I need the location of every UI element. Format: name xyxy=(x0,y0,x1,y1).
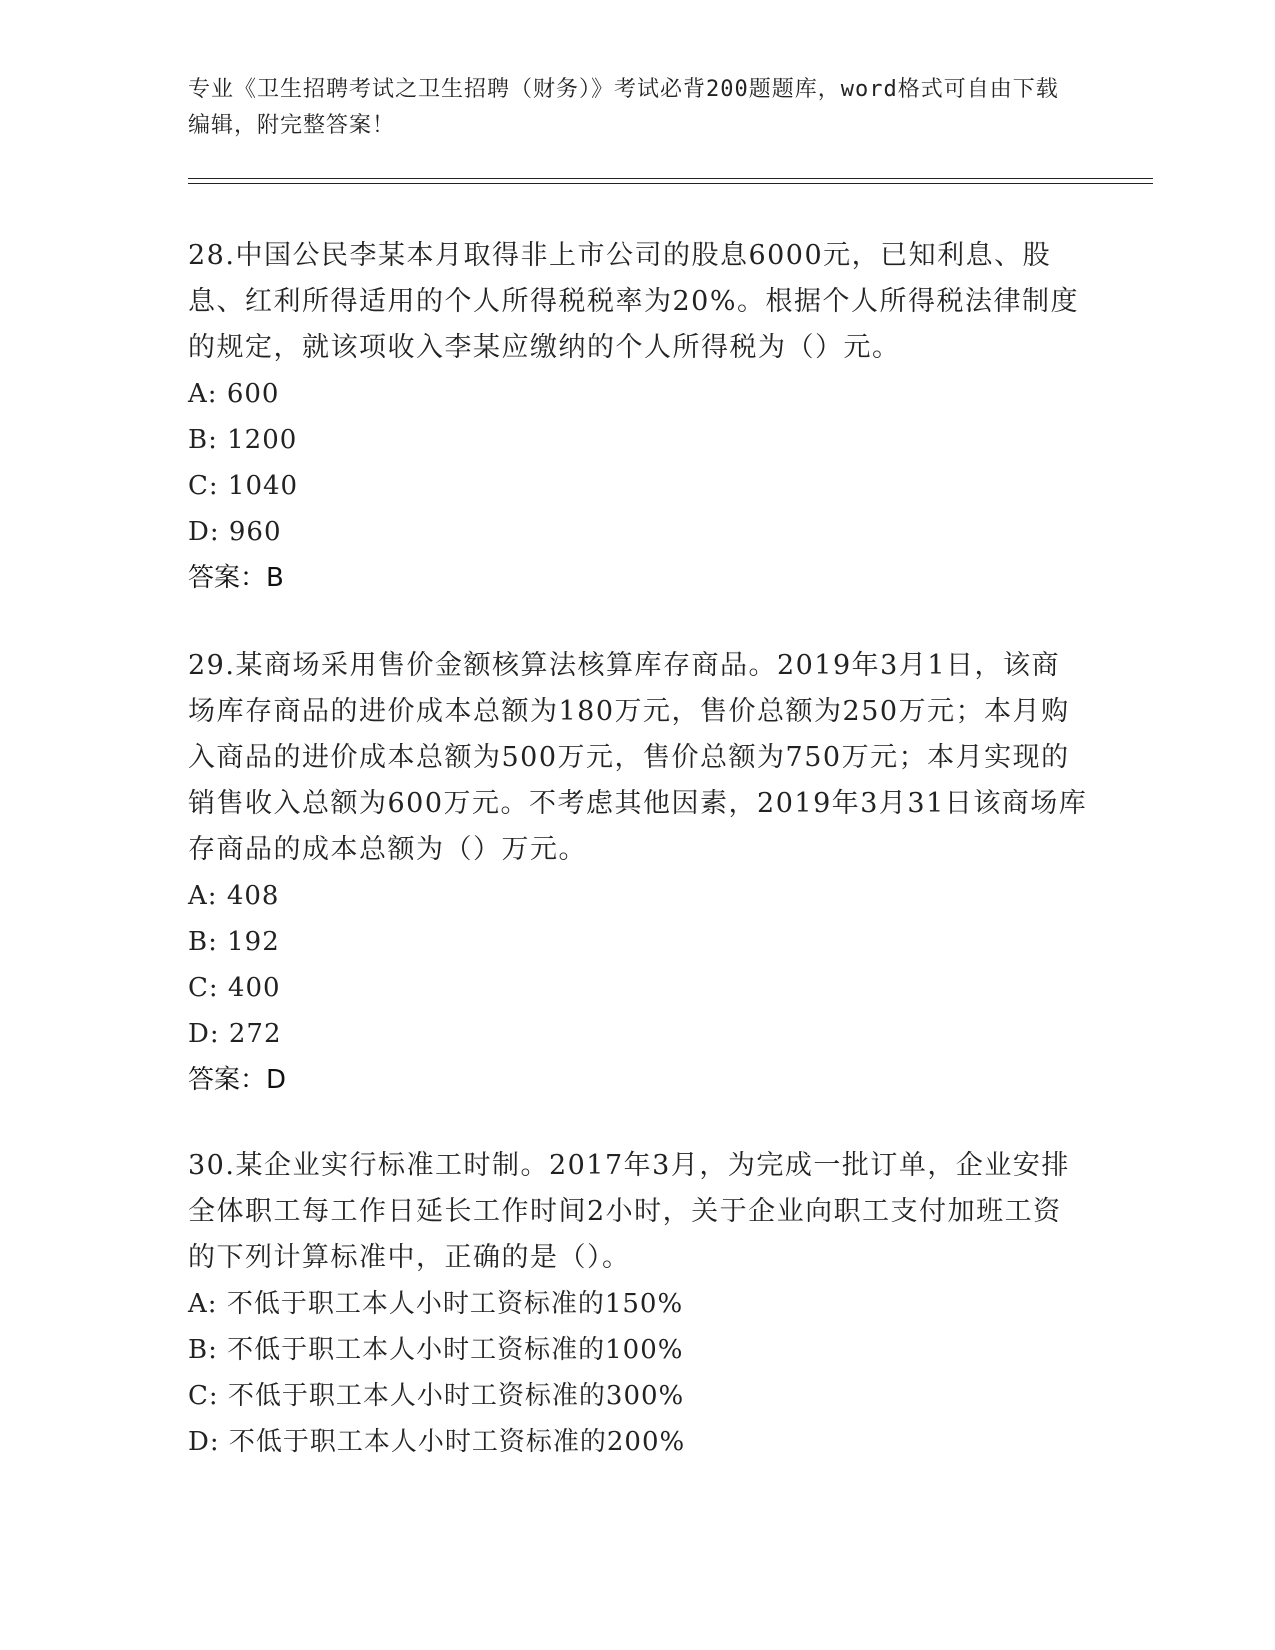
option-letter: A: xyxy=(188,1289,218,1319)
option-letter: B: xyxy=(188,927,218,957)
option-a xyxy=(188,1281,1088,1327)
option-c xyxy=(188,965,1088,1011)
option-text: 400 xyxy=(227,973,281,1003)
option-d xyxy=(188,509,1088,555)
option-text: 不低于职工本人小时工资标准的200% xyxy=(228,1427,686,1457)
option-letter: B: xyxy=(188,425,218,455)
option-letter: D: xyxy=(188,517,220,547)
option-b xyxy=(188,1327,1088,1373)
question-stem: 28.中国公民李某本月取得非上市公司的股息6000元，已知利息、股息、红利所得适用的个人所得税税率为20%。根据个人所得税法律制度的规定，就该项收入李某应缴纳的个人所得税为（）元。 xyxy=(188,240,1080,363)
option-text: 不低于职工本人小时工资标准的100% xyxy=(227,1335,684,1365)
question-stem: 30.某企业实行标准工时制。2017年3月，为完成一批订单，企业安排全体职工每工作日延长工作时间2小时，关于企业向职工支付加班工资的下列计算标准中，正确的是（）。 xyxy=(188,1150,1070,1273)
option-text: 1040 xyxy=(227,471,299,501)
option-a xyxy=(188,873,1088,919)
question-28 xyxy=(188,233,1088,601)
header-divider-bottom xyxy=(188,183,1153,184)
option-letter: A: xyxy=(188,881,218,911)
option-letter: D: xyxy=(188,1019,220,1049)
option-text: 960 xyxy=(228,517,282,547)
question-29 xyxy=(188,643,1088,1103)
option-letter: C: xyxy=(188,1381,219,1411)
option-text: 1200 xyxy=(227,425,298,455)
answer-label: 答案：B xyxy=(188,563,284,593)
option-text: 不低于职工本人小时工资标准的150% xyxy=(226,1289,684,1319)
option-d xyxy=(188,1011,1088,1057)
option-text: 272 xyxy=(228,1019,282,1049)
option-c xyxy=(188,463,1088,509)
option-letter: D: xyxy=(188,1427,220,1457)
option-b xyxy=(188,919,1088,965)
question-30 xyxy=(188,1143,1088,1465)
option-text: 600 xyxy=(226,379,280,409)
option-letter: C: xyxy=(188,973,219,1003)
option-letter: B: xyxy=(188,1335,218,1365)
option-d xyxy=(188,1419,1088,1465)
header-divider-top xyxy=(188,178,1153,179)
answer-label: 答案：D xyxy=(188,1065,287,1095)
option-text: 不低于职工本人小时工资标准的300% xyxy=(227,1381,685,1411)
option-letter: A: xyxy=(188,379,218,409)
option-letter: C: xyxy=(188,471,219,501)
option-text: 192 xyxy=(227,927,280,957)
question-stem: 29.某商场采用售价金额核算法核算库存商品。2019年3月1日，该商场库存商品的进价成本总额为180万元，售价总额为250万元；本月购入商品的进价成本总额为500万元，售价总额为750万元；本月实现的销售收入总额为600万元。不考虑其他因素，2019年3月31日该商场库存商品的成本总额为（）万元。 xyxy=(188,650,1088,865)
option-a xyxy=(188,371,1088,417)
option-text: 408 xyxy=(226,881,280,911)
option-b xyxy=(188,417,1088,463)
option-c xyxy=(188,1373,1088,1419)
document-header: 专业《卫生招聘考试之卫生招聘（财务）》考试必背200题题库，word格式可自由下载编辑，附完整答案！ xyxy=(188,77,1059,138)
